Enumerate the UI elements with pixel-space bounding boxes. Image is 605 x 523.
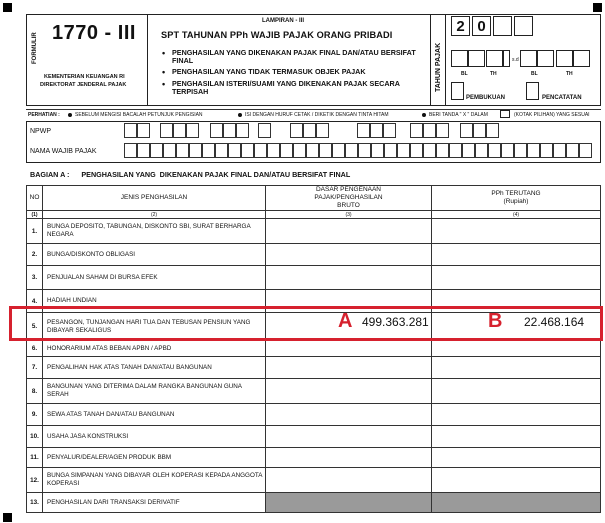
char-box[interactable] [397,143,410,158]
table-row [27,448,601,468]
char-box[interactable] [236,123,249,138]
char-box[interactable] [124,123,137,138]
period-start-th[interactable] [486,50,503,67]
row-dasar-cell[interactable] [266,448,432,468]
row-label: PENGHASILAN DARI TRANSAKSI DERIVATIF [43,493,266,513]
char-box[interactable] [319,143,332,158]
row-pph-cell[interactable] [432,493,601,513]
th-label-start: TH [490,71,497,77]
row-dasar-cell[interactable] [266,357,432,379]
char-box[interactable] [186,123,199,138]
row-dasar-cell[interactable] [266,219,432,244]
row-number: 5. [27,313,43,341]
table-row [27,468,601,493]
directorate-name: DIREKTORAT JENDERAL PAJAK [40,82,127,88]
char-box[interactable] [345,143,358,158]
bl-label-end: BL [531,71,538,77]
ministry-name: KEMENTERIAN KEUANGAN RI [44,74,125,80]
char-box[interactable] [449,143,462,158]
bullet-spouse-income: • PENGHASILAN ISTERI/SUAMI YANG DIKENAKAN PAJAK SECARA TERPISAH [172,80,422,96]
table-row [27,404,601,426]
row-pph-cell[interactable] [432,341,601,357]
annotation-amount-a: 499.363.281 [362,315,429,329]
row-label: PESANGON, TUNJANGAN HARI TUA DAN TEBUSAN PENSIUN YANG DIBAYAR SEKALIGUS [43,313,266,341]
row-dasar-cell[interactable] [266,266,432,290]
char-box[interactable] [383,123,396,138]
row-number: 10. [27,426,43,448]
row-number: 6. [27,341,43,357]
col-header-pph: PPh TERUTANG (Rupiah) [432,186,601,211]
row-pph-cell[interactable] [432,379,601,404]
table-row [27,426,601,448]
char-box[interactable] [254,143,267,158]
header-divider-1 [147,14,148,106]
char-box[interactable] [358,143,371,158]
table-row [27,379,601,404]
col-header-no: NO [27,186,43,211]
perhatian-item-3-text: BERI TANDA " X " DALAM [429,112,488,118]
char-box[interactable] [202,143,215,158]
row-pph-cell[interactable] [432,468,601,493]
char-box[interactable] [371,143,384,158]
perhatian-item-1-text: SEBELUM MENGISI BACALAH PETUNJUK PENGISIAN [75,112,203,118]
row-pph-cell[interactable] [432,426,601,448]
char-box[interactable] [150,143,163,158]
char-box[interactable] [137,143,150,158]
perhatian-item-2-text: ISI DENGAN HURUF CETAK / DIKETIK DENGAN TINTA HITAM [245,112,389,118]
row-dasar-cell[interactable] [266,341,432,357]
char-box[interactable] [460,123,473,138]
char-box[interactable] [410,143,423,158]
row-label: BANGUNAN YANG DITERIMA DALAM RANGKA BANGUNAN GUNA SERAH [43,379,266,404]
row-label: USAHA JASA KONSTRUKSI [43,426,266,448]
period-start-bl[interactable] [451,50,468,67]
annotation-amount-b: 22.468.164 [524,315,585,329]
row-number: 2. [27,244,43,266]
row-pph-cell[interactable] [432,448,601,468]
char-box[interactable] [423,143,436,158]
row-dasar-cell[interactable] [266,493,432,513]
perhatian-line-top [26,109,601,110]
table-row [27,341,601,357]
period-start-th-2[interactable] [503,50,510,67]
char-box[interactable] [124,143,137,158]
form-title: SPT TAHUNAN PPh WAJIB PAJAK ORANG PRIBADI [161,30,393,40]
row-label: BUNGA SIMPANAN YANG DIBAYAR OLEH KOPERASI KEPADA ANGGOTA KOPERASI [43,468,266,493]
bullet-non-object-income: • PENGHASILAN YANG TIDAK TERMASUK OBJEK PAJAK [172,68,422,76]
char-box[interactable] [357,123,370,138]
section-title: BAGIAN A : PENGHASILAN YANG DIKENAKAN PAJAK FINAL DAN/ATAU BERSIFAT FINAL [30,170,351,179]
period-end-bl[interactable] [520,50,537,67]
char-box[interactable] [215,143,228,158]
table-row [27,244,601,266]
row-dasar-cell[interactable] [266,468,432,493]
char-box[interactable] [332,143,345,158]
period-end-th[interactable] [556,50,573,67]
row-label: PENJUALAN SAHAM DI BURSA EFEK [43,266,266,290]
char-box[interactable] [137,123,150,138]
row-pph-cell[interactable] [432,404,601,426]
pencatatan-checkbox[interactable] [526,82,539,100]
annotation-letter-b: B [488,310,503,332]
bl-label-start: BL [461,71,468,77]
char-box[interactable] [163,143,176,158]
perhatian-item-2 [232,112,389,118]
row-label: SEWA ATAS TANAH DAN/ATAU BANGUNAN [43,404,266,426]
row-number: 8. [27,379,43,404]
pembukuan-checkbox[interactable] [451,82,464,100]
char-box[interactable] [486,123,499,138]
char-box[interactable] [280,143,293,158]
perhatian-item-3b: (KOTAK PILIHAN) YANG SESUAI [514,112,590,118]
col-num-2: (2) [43,211,266,219]
char-box[interactable] [514,143,527,158]
row-number: 9. [27,404,43,426]
char-box[interactable] [501,143,514,158]
char-box[interactable] [473,123,486,138]
row-dasar-cell[interactable] [266,379,432,404]
registration-mark-top-left [3,3,12,12]
row-label: PENGALIHAN HAK ATAS TANAH DAN/ATAU BANGUNAN [43,357,266,379]
char-box[interactable] [267,143,280,158]
char-box[interactable] [384,143,397,158]
pencatatan-label: PENCATATAN [542,95,582,101]
char-box[interactable] [579,143,592,158]
income-table [26,185,601,513]
char-box[interactable] [173,123,186,138]
char-box[interactable] [436,123,449,138]
row-number: 3. [27,266,43,290]
char-box[interactable] [462,143,475,158]
char-box[interactable] [258,123,271,138]
row-number: 1. [27,219,43,244]
col-num-4: (4) [432,211,601,219]
char-box[interactable] [410,123,423,138]
year-digit-4[interactable] [514,16,533,36]
period-start-bl-2[interactable] [468,50,485,67]
npwp-label: NPWP [30,128,51,135]
row-label: BUNGA DEPOSITO, TABUNGAN, DISKONTO SBI, SURAT BERHARGA NEGARA [43,219,266,244]
row-number: 7. [27,357,43,379]
perhatian-item-1 [62,112,203,118]
row-label: PENYALUR/DEALER/AGEN PRODUK BBM [43,448,266,468]
char-box[interactable] [303,123,316,138]
row-pph-cell[interactable] [432,357,601,379]
char-box[interactable] [210,123,223,138]
row-pph-cell[interactable] [432,219,601,244]
highlight-row-5 [9,306,603,341]
char-box[interactable] [306,143,319,158]
formulir-label: FORMULIR [32,32,38,64]
char-box[interactable] [370,123,383,138]
row-pph-cell[interactable] [432,244,601,266]
char-box[interactable] [241,143,254,158]
year-digit-2[interactable]: 0 [472,16,491,36]
col-header-dasar: DASAR PENGENAAN PAJAK/PENGHASILAN BRUTO [266,186,432,211]
char-box[interactable] [228,143,241,158]
sd-label: s.d [512,57,519,63]
header-divider-2 [430,14,431,106]
char-box[interactable] [540,143,553,158]
char-box[interactable] [160,123,173,138]
row-dasar-cell[interactable] [266,426,432,448]
row-number: 11. [27,448,43,468]
perhatian-item-3 [416,112,488,118]
row-pph-cell[interactable] [432,266,601,290]
period-end-th-2[interactable] [573,50,590,67]
th-label-end: TH [566,71,573,77]
row-dasar-cell[interactable] [266,404,432,426]
char-box[interactable] [176,143,189,158]
char-box[interactable] [423,123,436,138]
pembukuan-label: PEMBUKUAN [466,95,505,101]
col-num-1: (1) [27,211,43,219]
char-box[interactable] [293,143,306,158]
char-box[interactable] [566,143,579,158]
table-row [27,219,601,244]
char-box[interactable] [189,143,202,158]
period-end-bl-2[interactable] [537,50,554,67]
year-digit-1[interactable]: 2 [451,16,470,36]
col-num-3: (3) [266,211,432,219]
col-header-jenis: JENIS PENGHASILAN [43,186,266,211]
perhatian-sample-box [500,110,510,118]
form-code: 1770 - III [52,22,136,44]
row-number: 12. [27,468,43,493]
tahun-pajak-label: TAHUN PAJAK [435,42,442,92]
char-box[interactable] [290,123,303,138]
lampiran-label: LAMPIRAN - III [262,18,304,24]
header-divider-3 [445,14,446,106]
row-number: 13. [27,493,43,513]
row-label: BUNGA/DISKONTO OBLIGASI [43,244,266,266]
annotation-letter-a: A [338,310,353,332]
row-label: HADIAH UNDIAN [43,290,266,313]
row-dasar-cell[interactable] [266,244,432,266]
row-label: HONORARIUM ATAS BEBAN APBN / APBD [43,341,266,357]
char-box[interactable] [436,143,449,158]
char-box[interactable] [316,123,329,138]
char-box[interactable] [527,143,540,158]
registration-mark-bottom-left [3,513,12,522]
perhatian-label: PERHATIAN : [28,112,60,118]
row-number: 4. [27,290,43,313]
table-row [27,493,601,513]
char-box[interactable] [475,143,488,158]
char-box[interactable] [223,123,236,138]
year-digit-3[interactable] [493,16,512,36]
char-box[interactable] [488,143,501,158]
registration-mark-top-right [593,3,602,12]
table-row [27,266,601,290]
bullet-final-income: • PENGHASILAN YANG DIKENAKAN PAJAK FINAL DAN/ATAU BERSIFAT FINAL [172,49,422,65]
char-box[interactable] [553,143,566,158]
table-row [27,357,601,379]
nama-label: NAMA WAJIB PAJAK [30,148,97,155]
